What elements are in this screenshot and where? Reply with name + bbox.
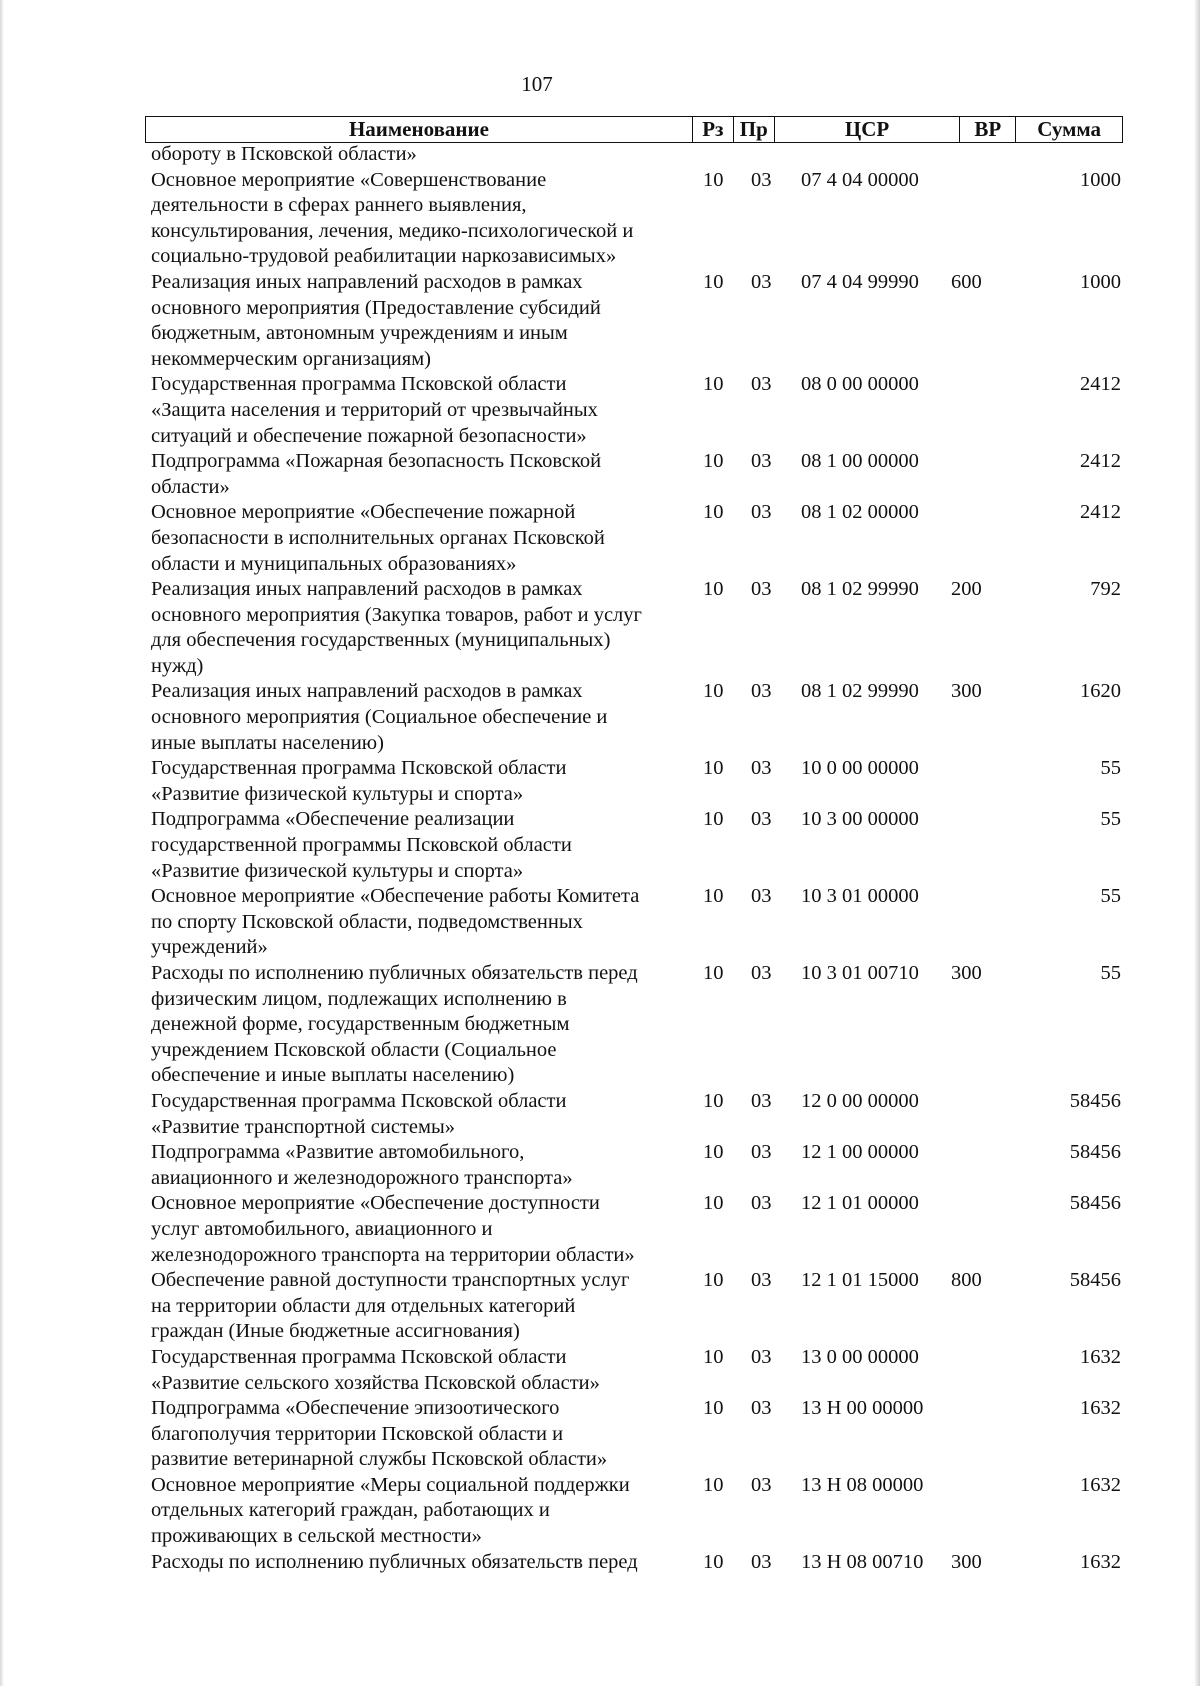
- row-name: [151, 1140, 693, 1191]
- row-name: [151, 168, 693, 270]
- row-vr: [947, 756, 1017, 807]
- row-name-line: учреждением Псковской области (Социальное: [151, 1038, 557, 1061]
- row-name-line: «Развитие физической культуры и спорта»: [151, 782, 524, 805]
- row-name: [151, 1089, 693, 1140]
- row-csr: 10 3 01 00000: [801, 885, 919, 908]
- row-csr: 10 0 00 00000: [801, 757, 919, 780]
- row-name-line: граждан (Иные бюджетные ассигнования): [151, 1320, 520, 1343]
- table-body: [151, 142, 1121, 1575]
- row-vr: [947, 884, 1017, 961]
- row-name: [151, 1345, 693, 1396]
- row-name-line: Основное мероприятие «Меры социальной поддержки: [151, 1473, 630, 1496]
- row-name-line: Реализация иных направлений расходов в рамках: [151, 578, 583, 601]
- row-name-line: основного мероприятия (Предоставление субсидий: [151, 296, 601, 319]
- row-name-line: некоммерческим организациям): [151, 347, 431, 370]
- row-csr: 13 Н 08 00710: [801, 1550, 924, 1573]
- table-row: [151, 807, 1121, 884]
- row-name-line: авиационного и железнодорожного транспорта»: [151, 1166, 573, 1189]
- table-row: [151, 679, 1121, 756]
- row-rz: 10: [703, 1269, 724, 1292]
- row-rz: 10: [703, 1473, 724, 1496]
- row-csr: 07 4 04 99990: [801, 270, 919, 293]
- row-name-line: Основное мероприятие «Обеспечение доступности: [151, 1192, 600, 1215]
- row-rz: 10: [703, 885, 724, 908]
- row-pr: 03: [751, 962, 772, 984]
- row-rz: 10: [703, 1089, 724, 1112]
- row-pr: 03: [751, 808, 772, 831]
- row-name-line: благополучия территории Псковской области и: [151, 1422, 564, 1445]
- header-rz: Рз: [693, 117, 734, 142]
- row-name-line: Государственная программа Псковской области: [151, 1089, 567, 1112]
- row-vr: [947, 1191, 1017, 1268]
- row-csr: 08 1 02 99990: [801, 578, 919, 601]
- row-name-line: ситуаций и обеспечение пожарной безопасности»: [151, 424, 587, 447]
- row-name-line: «Защита населения и территорий от чрезвычайных: [151, 398, 598, 421]
- row-name: [151, 1396, 693, 1473]
- row-name: [151, 1191, 693, 1268]
- row-name: [151, 807, 693, 884]
- row-name-line: физическим лицом, подлежащих исполнению в: [151, 987, 567, 1010]
- row-name-line: социально-трудовой реабилитации наркозависимых»: [151, 245, 617, 268]
- row-sum: 55: [1100, 757, 1121, 780]
- row-name-line: иные выплаты населению): [151, 731, 384, 754]
- row-pr: 03: [751, 1397, 772, 1420]
- row-csr: 10 3 00 00000: [801, 808, 919, 831]
- row-name: [151, 500, 693, 577]
- row-sum: 1632: [1080, 1550, 1121, 1573]
- row-csr: 12 1 01 00000: [801, 1192, 919, 1215]
- table-row: [151, 372, 1121, 449]
- row-name-line: безопасности в исполнительных органах Псковской: [151, 526, 605, 549]
- row-name-line: деятельности в сферах раннего выявления,: [151, 194, 527, 217]
- page-number-wrap: [0, 72, 1200, 97]
- table-row: [151, 1473, 1121, 1550]
- row-name-line: для обеспечения государственных (муниципальных): [151, 629, 611, 652]
- row-name-line: государственной программы Псковской области: [151, 834, 572, 857]
- row-name: [151, 1550, 693, 1576]
- table-row: [151, 1550, 1121, 1576]
- row-rz: 10: [703, 168, 724, 191]
- row-name-line: области и муниципальных образованиях»: [151, 552, 517, 575]
- row-name-line: обеспечение и иные выплаты населению): [151, 1064, 515, 1087]
- row-csr: [797, 142, 947, 168]
- row-vr: [947, 1473, 1017, 1550]
- row-pr: 03: [751, 1550, 772, 1573]
- row-name-line: Расходы по исполнению публичных обязательств перед: [151, 1550, 638, 1573]
- scan-edge-left: [0, 0, 4, 1686]
- table-row: [151, 1268, 1121, 1345]
- row-vr: 600: [951, 270, 982, 293]
- row-rz: 10: [703, 1550, 724, 1573]
- row-pr: 03: [751, 757, 772, 780]
- row-sum: 1632: [1080, 1345, 1121, 1368]
- row-name: [151, 884, 693, 961]
- row-csr: 07 4 04 00000: [801, 168, 919, 191]
- row-sum: 1000: [1080, 168, 1121, 191]
- row-pr: 03: [751, 1269, 772, 1292]
- row-rz: 10: [703, 962, 724, 984]
- row-sum: 1620: [1080, 680, 1121, 703]
- row-pr: 03: [751, 501, 772, 524]
- row-sum: [1017, 142, 1121, 168]
- row-name: [151, 961, 693, 1089]
- row-name-line: «Развитие физической культуры и спорта»: [151, 859, 524, 882]
- row-vr: [947, 1140, 1017, 1191]
- row-name-line: «Развитие сельского хозяйства Псковской области»: [151, 1371, 600, 1394]
- row-vr: [947, 372, 1017, 449]
- row-name: [151, 1268, 693, 1345]
- row-pr: 03: [751, 578, 772, 601]
- row-name: [151, 449, 693, 500]
- row-csr: 13 0 00 00000: [801, 1345, 919, 1368]
- row-name-line: основного мероприятия (Социальное обеспечение и: [151, 706, 608, 729]
- row-sum: 792: [1090, 578, 1121, 601]
- row-name-line: Основное мероприятие «Обеспечение работы Комитета: [151, 885, 640, 908]
- row-name: [151, 142, 693, 168]
- row-csr: 12 0 00 00000: [801, 1089, 919, 1112]
- table-row: [151, 756, 1121, 807]
- header-csr: ЦСР: [775, 117, 961, 142]
- row-rz: 10: [703, 373, 724, 396]
- row-name-line: Подпрограмма «Обеспечение реализации: [151, 808, 515, 831]
- row-vr: 300: [951, 680, 982, 703]
- row-name-line: Реализация иных направлений расходов в рамках: [151, 270, 583, 293]
- row-sum: 55: [1100, 808, 1121, 831]
- row-rz: 10: [703, 450, 724, 473]
- row-vr: [947, 500, 1017, 577]
- row-rz: 10: [703, 1141, 724, 1164]
- row-name-line: бюджетным, автономным учреждениям и иным: [151, 322, 568, 345]
- table-row: [151, 961, 1121, 1089]
- row-rz: 10: [703, 757, 724, 780]
- row-name-line: Государственная программа Псковской области: [151, 1345, 567, 1368]
- row-vr: [947, 807, 1017, 884]
- row-name: [151, 577, 693, 679]
- row-name-line: Основное мероприятие «Совершенствование: [151, 168, 547, 191]
- row-rz: [693, 142, 745, 168]
- header-sum: Сумма: [1037, 117, 1102, 141]
- row-name-line: проживающих в сельской местности»: [151, 1525, 482, 1548]
- table-row: [151, 1345, 1121, 1396]
- row-csr: 12 1 01 15000: [801, 1269, 919, 1292]
- row-sum: 55: [1100, 885, 1121, 908]
- row-name-line: учреждений»: [151, 936, 268, 959]
- row-rz: 10: [703, 578, 724, 601]
- row-pr: 03: [751, 450, 772, 473]
- row-name: [151, 679, 693, 756]
- row-name: [151, 756, 693, 807]
- row-name-line: развитие ветеринарной службы Псковской области»: [151, 1448, 608, 1471]
- row-name-line: области»: [151, 475, 230, 498]
- row-name: [151, 372, 693, 449]
- row-csr: 08 0 00 00000: [801, 373, 919, 396]
- row-pr: 03: [751, 1345, 772, 1368]
- row-name-line: отдельных категорий граждан, работающих и: [151, 1499, 550, 1522]
- row-vr: 800: [951, 1269, 982, 1292]
- row-sum: 1632: [1080, 1397, 1121, 1420]
- row-sum: 55: [1100, 962, 1121, 984]
- row-name-line: консультирования, лечения, медико-психологической и: [151, 219, 634, 242]
- row-pr: 03: [751, 885, 772, 908]
- row-pr: 03: [751, 270, 772, 293]
- row-vr: [947, 142, 1017, 168]
- table-row: [151, 168, 1121, 270]
- table-row: [151, 1396, 1121, 1473]
- row-pr: 03: [751, 373, 772, 396]
- row-sum: 58456: [1069, 1089, 1121, 1112]
- row-rz: 10: [703, 270, 724, 293]
- row-name-line: нужд): [151, 654, 204, 677]
- row-sum: 1000: [1080, 270, 1121, 293]
- row-pr: 03: [751, 168, 772, 191]
- row-name-line: Реализация иных направлений расходов в рамках: [151, 680, 583, 703]
- row-sum: 58456: [1069, 1141, 1121, 1164]
- row-name-line: на территории области для отдельных категорий: [151, 1294, 576, 1317]
- table-row: [151, 142, 1121, 168]
- row-rz: 10: [703, 808, 724, 831]
- row-vr: [947, 1345, 1017, 1396]
- row-vr: 200: [951, 578, 982, 601]
- scan-edge-right: [1194, 0, 1200, 1686]
- row-pr: 03: [751, 1192, 772, 1215]
- row-csr: 13 Н 08 00000: [801, 1473, 924, 1496]
- table-row: [151, 1089, 1121, 1140]
- row-pr: 03: [751, 680, 772, 703]
- row-name-line: по спорту Псковской области, подведомственных: [151, 910, 583, 933]
- row-name-line: основного мероприятия (Закупка товаров, работ и услуг: [151, 603, 642, 626]
- header-vr: ВР: [960, 117, 1016, 142]
- table-row: [151, 449, 1121, 500]
- table-row: [151, 500, 1121, 577]
- row-csr: 08 1 02 99990: [801, 680, 919, 703]
- row-pr: 03: [751, 1089, 772, 1112]
- row-vr: [947, 168, 1017, 270]
- table-row: [151, 1191, 1121, 1268]
- header-pr: Пр: [734, 117, 775, 142]
- row-name-line: Основное мероприятие «Обеспечение пожарной: [151, 501, 576, 524]
- table-row: [151, 884, 1121, 961]
- row-vr: [947, 449, 1017, 500]
- table-header: [145, 116, 1123, 143]
- row-csr: 10 3 01 00710: [801, 962, 919, 984]
- page-number: 107: [521, 72, 553, 96]
- row-csr: 13 Н 00 00000: [801, 1397, 924, 1420]
- row-name-line: Обеспечение равной доступности транспортных услуг: [151, 1269, 630, 1292]
- row-rz: 10: [703, 1397, 724, 1420]
- row-pr: 03: [751, 1141, 772, 1164]
- row-pr: 03: [751, 1473, 772, 1496]
- row-csr: 08 1 00 00000: [801, 450, 919, 473]
- row-vr: 300: [951, 1550, 982, 1573]
- row-pr: [745, 142, 797, 168]
- row-name-line: Государственная программа Псковской области: [151, 757, 567, 780]
- row-sum: 2412: [1080, 501, 1121, 524]
- row-sum: 1632: [1080, 1473, 1121, 1496]
- row-name-line: обороту в Псковской области»: [151, 143, 417, 165]
- row-name: [151, 1473, 693, 1550]
- row-name-line: железнодорожного транспорта на территории области»: [151, 1243, 635, 1266]
- row-csr: 08 1 02 00000: [801, 501, 919, 524]
- table-row: [151, 1140, 1121, 1191]
- row-vr: [947, 1089, 1017, 1140]
- row-vr: [947, 1396, 1017, 1473]
- row-csr: 12 1 00 00000: [801, 1141, 919, 1164]
- row-name-line: Подпрограмма «Пожарная безопасность Псковской: [151, 450, 602, 473]
- row-rz: 10: [703, 680, 724, 703]
- row-name-line: услуг автомобильного, авиационного и: [151, 1217, 493, 1240]
- row-name-line: Государственная программа Псковской области: [151, 373, 567, 396]
- header-name: Наименование: [146, 117, 693, 142]
- row-name-line: Расходы по исполнению публичных обязательств перед: [151, 962, 638, 984]
- row-vr: 300: [951, 962, 982, 984]
- row-name-line: «Развитие транспортной системы»: [151, 1115, 455, 1138]
- table-row: [151, 577, 1121, 679]
- row-rz: 10: [703, 1192, 724, 1215]
- row-sum: 58456: [1069, 1269, 1121, 1292]
- row-name: [151, 270, 693, 372]
- row-rz: 10: [703, 501, 724, 524]
- row-rz: 10: [703, 1345, 724, 1368]
- row-name-line: Подпрограмма «Обеспечение эпизоотического: [151, 1397, 560, 1420]
- row-name-line: денежной форме, государственным бюджетным: [151, 1013, 570, 1036]
- row-sum: 2412: [1080, 450, 1121, 473]
- row-sum: 58456: [1069, 1192, 1121, 1215]
- row-name-line: Подпрограмма «Развитие автомобильного,: [151, 1141, 525, 1164]
- table-row: [151, 270, 1121, 372]
- row-sum: 2412: [1080, 373, 1121, 396]
